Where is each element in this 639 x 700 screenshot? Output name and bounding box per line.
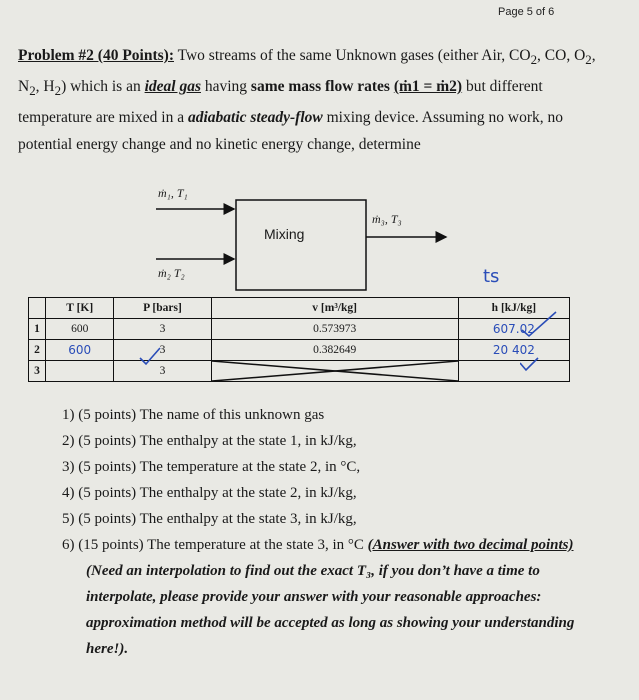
q6-text: 6) (15 points) The temperature at the state 3, in °C: [62, 537, 368, 553]
inlet2-label: ṁ₂ T₂: [158, 266, 185, 280]
cell-v: 0.382649: [211, 340, 458, 361]
mixing-box: [236, 200, 366, 290]
row-index: 2: [29, 340, 46, 361]
q6-note: (Need an interpolation to find out the exact T₃, if you don’t have a time to interpolate, please provide your answer with your reasonable approaches: approximation method will be accepted as long as showing your understanding here!).: [86, 563, 575, 657]
text-h: but different temperature are mixed in a: [18, 78, 543, 127]
table-row: [29, 361, 570, 382]
text-c: , N: [18, 47, 596, 96]
question-3: 3) (5 points) The temperature at the state 2, in °C,: [62, 459, 361, 475]
col-v: v [m³/kg]: [211, 298, 458, 319]
cell-h: 20 402: [458, 340, 569, 361]
cell-t: 600: [46, 319, 114, 340]
col-p: P [bars]: [114, 298, 211, 319]
text-i: mixing device. Assuming no work, no potential energy change and no kinetic energy change, determine: [18, 109, 563, 154]
row-index: 3: [29, 361, 46, 382]
sub: 2: [29, 83, 36, 99]
question-1: 1) (5 points) The name of this unknown gas: [62, 407, 325, 423]
question-list: [62, 402, 602, 662]
problem-statement: [18, 42, 618, 158]
question-5: 5) (5 points) The enthalpy at the state 3, in kJ/kg,: [62, 511, 357, 527]
handwritten-checkmarks: [520, 308, 580, 378]
cell-t: [46, 361, 114, 382]
text-d: , H: [35, 78, 55, 96]
row-index: 1: [29, 319, 46, 340]
text-f: having: [200, 78, 251, 96]
corner-cell: [29, 298, 46, 319]
page-number: Page 5 of 6: [498, 6, 555, 18]
ideal-gas: ideal gas: [144, 78, 201, 96]
sub: 2: [585, 52, 592, 68]
cell-h: 607.02: [458, 319, 569, 340]
sub: 2: [54, 83, 62, 99]
problem-heading: Problem #2 (40 Points):: [18, 47, 174, 64]
cell-t: 600: [46, 340, 114, 361]
table-row: [29, 319, 570, 340]
text-b: , CO, O: [537, 47, 586, 64]
col-t: T [K]: [46, 298, 114, 319]
mixing-diagram: [150, 182, 450, 297]
cell-p: 3: [114, 319, 211, 340]
text-a: Two streams of the same Unknown gases (either Air, CO: [173, 47, 531, 64]
mass-equation: (ṁ1 = ṁ2): [393, 78, 463, 96]
cell-v-crossed: [211, 361, 458, 382]
cell-v: 0.573973: [211, 319, 458, 340]
same-mass: same mass flow rates: [250, 78, 390, 96]
adiabatic: adiabatic steady-flow: [188, 109, 323, 127]
inlet1-label: ṁ₁, T₁: [158, 186, 188, 200]
cell-p: 3: [114, 340, 211, 361]
text-e: ) which is an: [61, 78, 145, 96]
table-row: [29, 340, 570, 361]
cross-mark: [212, 361, 458, 381]
handwritten-check-t2: [138, 346, 168, 370]
question-6: [62, 532, 602, 662]
q6-underlined: (Answer with two decimal points): [367, 537, 574, 553]
cell-p: 3: [114, 361, 211, 382]
mixing-label: Mixing: [264, 226, 305, 242]
outlet-label: ṁ₃, T₃: [372, 212, 402, 226]
col-h: h [kJ/kg]: [458, 298, 569, 319]
handwritten-annotation: ts: [483, 266, 500, 287]
question-2: 2) (5 points) The enthalpy at the state 1, in kJ/kg,: [62, 433, 357, 449]
question-4: 4) (5 points) The enthalpy at the state 2, in kJ/kg,: [62, 485, 357, 501]
header-row: [29, 298, 570, 319]
sub: 2: [530, 52, 538, 68]
property-table: [28, 297, 570, 382]
